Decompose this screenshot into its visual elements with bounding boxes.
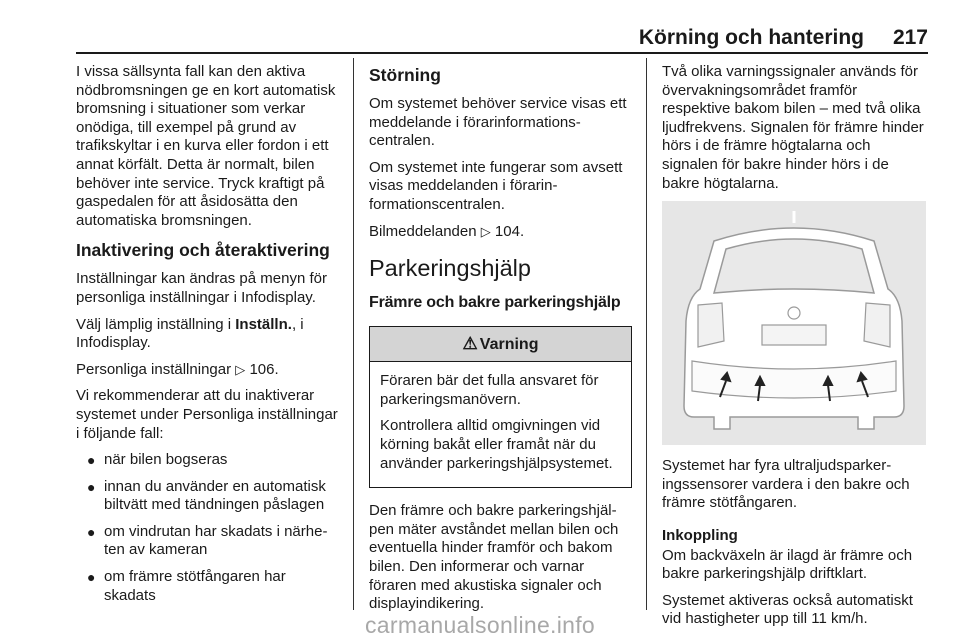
settings-paragraph: Inställningar kan ändras på menyn för personliga inställningar i Infodisplay. (76, 270, 327, 306)
page-reference-link[interactable]: 106. (249, 360, 279, 378)
bullet-icon: ● (87, 478, 96, 495)
select-setting-paragraph: Välj lämplig inställning i Inställn., i Infodisplay. (76, 315, 304, 352)
page-header (76, 22, 928, 52)
car-rear-sensors-illustration (662, 201, 926, 445)
warning-signals-paragraph: Två olika varningssignaler används för övervakningsområdet framför respektive bakom bilen – med två olika ljudfrekvens. Signalen för främre hinder hörs i de främre högtalarna och signalen för bakre hinder hörs i de bakre högtalarna. (662, 63, 924, 192)
chapter-title: Körning och hantering (638, 26, 864, 49)
watermark: carmanualsonline.info (364, 612, 596, 638)
list-item: ● innan du använder en automatisk biltvätt med tändningen påslagen (87, 477, 326, 514)
recommendation-paragraph: Vi rekommenderar att du inaktiverar systemet under Personliga inställningar i följande fall: (76, 387, 338, 442)
warning-body (370, 362, 631, 487)
column-1 (76, 63, 339, 613)
warning-box (369, 326, 632, 488)
bullet-icon: ● (87, 569, 96, 586)
bullet-icon: ● (87, 523, 96, 540)
parking-assist-description: Den främre och bakre parkeringshjälpen mäter avståndet mellan bilen och eventuella hinder framför och bakom bilen. Den informerar och varnar föraren med akustiska signaler och displayindikering. (369, 502, 619, 613)
malfunction-paragraph: Om systemet inte fungerar som avsett visas meddelanden i förarinformationscentralen. (369, 158, 623, 213)
page-reference-arrow-icon: ▷ (480, 223, 491, 239)
service-paragraph: Om systemet behöver service visas ett meddelande i förarinformationscentralen. (369, 95, 627, 150)
section-heading-fault: Störning (369, 65, 441, 85)
column-3 (662, 63, 926, 637)
page-reference-arrow-icon: ▷ (235, 361, 246, 377)
section-heading-deactivation: Inaktivering och återaktivering (76, 240, 330, 261)
auto-activation-paragraph: Systemet aktiveras också automatiskt vid hastigheter upp till 11 km/h. (662, 591, 913, 628)
header-rule (76, 52, 928, 54)
list-item: ● när bilen bogseras (87, 451, 228, 469)
settings-menu-label: Inställn. (235, 315, 292, 333)
warning-header (370, 327, 631, 362)
bullet-icon: ● (87, 452, 96, 469)
column-divider-2 (646, 58, 647, 610)
bullet-list (76, 451, 339, 605)
personal-settings-reference: Personliga inställningar ▷ 106. (76, 360, 279, 378)
car-rear-icon (662, 201, 926, 445)
list-item: ● om vindrutan har skadats i närheten av kameran (87, 522, 328, 559)
warning-triangle-icon: ⚠ (462, 334, 478, 354)
intro-paragraph: I vissa sällsynta fall kan den aktiva nödbromsningen ge en kort automatisk bromsning i situationer som verkar onödiga, till exempel på grund av trafikskyltar i en kurva eller fordon i ett annat körfält. Detta är normalt, bilen behöver inte service. Tryck kraftigt på gaspedalen för att åsidosätta den automatiska bromsningen. (76, 63, 336, 229)
section-heading-activation: Inkoppling (662, 526, 738, 544)
vehicle-messages-reference: Bilmeddelanden ▷ 104. (369, 222, 525, 240)
warning-title: Varning (479, 336, 539, 354)
reverse-gear-paragraph: Om backväxeln är ilagd är främre och bakre parkeringshjälp driftklart. (662, 546, 913, 583)
warning-paragraph: Föraren bär det fulla ansvaret för parkeringsmanövern. (380, 372, 599, 408)
page-reference-link[interactable]: 104. (494, 222, 525, 240)
list-item: ● om främre stötfångaren har skadats (87, 568, 286, 604)
sensors-paragraph: Systemet har fyra ultraljudsparkeringssensorer vardera i den bakre och främre stötfångaren. (662, 457, 910, 512)
warning-paragraph: Kontrollera alltid omgivningen vid körning bakåt eller framåt när du använder parkeringshjälpsystemet. (380, 417, 613, 472)
section-title-parking-assist: Parkeringshjälp (369, 255, 531, 282)
page-number: 217 (892, 26, 928, 49)
column-divider-1 (353, 58, 354, 610)
column-2 (369, 63, 632, 622)
subheading-front-rear-parking: Främre och bakre parkeringshjälp (369, 294, 621, 312)
